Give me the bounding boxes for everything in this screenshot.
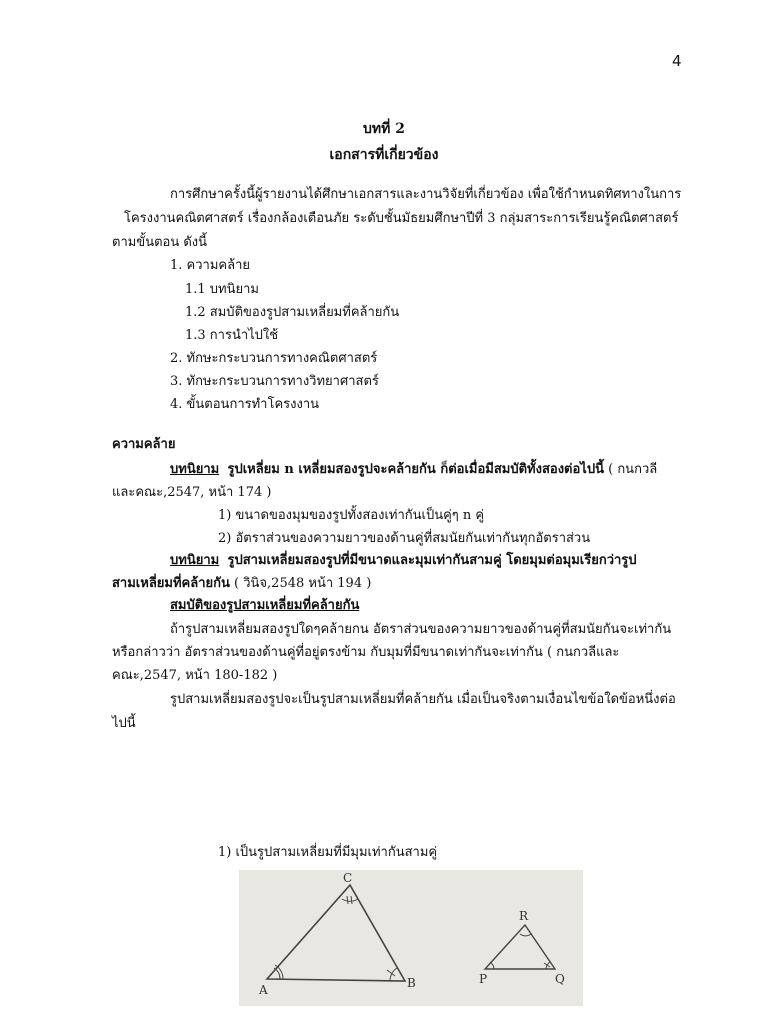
triangle-pqr — [485, 925, 555, 969]
angle-mark-a — [275, 965, 283, 979]
citation: ( วินิจ,2548 หน้า 194 ) — [234, 576, 372, 591]
angle-mark-r — [520, 934, 531, 936]
condition-1: 1) เป็นรูปสามเหลี่ยมที่มีมุมเท่ากันสามคู่ — [218, 845, 438, 860]
outline-item: 1.2 สมบัติของรูปสามเหลี่ยมที่คล้ายกัน — [185, 305, 400, 320]
triangle-abc — [267, 885, 405, 981]
definition-text: รูปสามเหลี่ยมสองรูปที่มีขนาดและมุมเท่ากันสามคู่ โดยมุมต่อมุมเรียกว่ารูป — [227, 553, 637, 568]
angle-tick-c — [351, 896, 352, 904]
property-paragraph-1-line-2: หรือกล่าวว่า อัตราส่วนของด้านคู่ที่อยู่ตรงข้าม กับมุมที่มีขนาดเท่ากันจะเท่ากัน ( กนกวลีและ — [112, 645, 620, 660]
outline-item: 4. ขั้นตอนการทำโครงงาน — [170, 397, 320, 412]
definition-text: สามเหลี่ยมที่คล้ายกัน — [112, 576, 230, 591]
similar-triangles-figure — [239, 870, 583, 1006]
property-paragraph-1-line-1: ถ้ารูปสามเหลี่ยมสองรูปใดๆคล้ายกน อัตราส่วนของความยาวของด้านคู่ที่สมนัยกันจะเท่ากัน — [170, 622, 672, 637]
outline-item: 1. ความคล้าย — [170, 258, 250, 273]
definition-2-line-2 — [112, 576, 371, 592]
property-paragraph-1-line-3: คณะ,2547, หน้า 180-182 ) — [112, 668, 278, 683]
intro-line-1: การศึกษาครั้งนี้ผู้รายงานได้ศึกษาเอกสารและงานวิจัยที่เกี่ยวข้อง เพื่อใช้กำหนดทิศทางในการ — [170, 187, 682, 202]
outline-item: 1.3 การนำไปใช้ — [185, 328, 279, 343]
label-p: P — [479, 972, 488, 986]
definition-1-item: 2) อัตราส่วนของความยาวของด้านคู่ที่สมนัยกันเท่ากันทุกอัตราส่วน — [218, 531, 591, 546]
citation: ( กนกวลี — [608, 462, 658, 477]
outline-item: 3. ทักษะกระบวนการทางวิทยาศาสตร์ — [170, 374, 379, 389]
definition-1-line-1 — [170, 462, 657, 478]
outline-item: 2. ทักษะกระบวนการทางคณิตศาสตร์ — [170, 351, 378, 366]
angle-mark-c — [342, 899, 358, 901]
page-number: 4 — [672, 52, 682, 70]
angle-mark-p — [490, 962, 494, 969]
chapter-title: บทที่ 2 — [363, 121, 405, 137]
definition-2-line-1 — [170, 553, 637, 569]
definition-1-line-2: และคณะ,2547, หน้า 174 ) — [112, 485, 272, 500]
label-c: C — [343, 871, 353, 885]
definition-1-item: 1) ขนาดของมุมของรูปทั้งสองเท่ากันเป็นคู่ๆ n คู่ — [218, 508, 485, 523]
section-heading: ความคล้าย — [112, 437, 176, 452]
definition-label: บทนิยาม — [170, 553, 220, 568]
intro-line-2: โครงงานคณิตศาสตร์ เรื่องกล้องเตือนภัย ระดับชั้นมัธยมศึกษาปีที่ 3 กลุ่มสาระการเรียนรู้คณิตศาสตร์ — [124, 211, 679, 226]
label-a: A — [259, 983, 268, 997]
property-paragraph-2-line-1: รูปสามเหลี่ยมสองรูปจะเป็นรูปสามเหลี่ยมที่คล้ายกัน เมื่อเป็นจริงตามเงื่อนไขข้อใดข้อหนึ่งต่อ — [170, 692, 676, 707]
angle-tick-c — [347, 896, 348, 904]
intro-line-3: ตามขั้นตอน ดังนี้ — [112, 235, 208, 250]
label-r: R — [519, 909, 529, 923]
property-paragraph-2-line-2: ไปนี้ — [112, 716, 136, 731]
definition-label: บทนิยาม — [170, 462, 220, 477]
outline-item: 1.1 บทนิยาม — [185, 282, 260, 297]
definition-text: รูปเหลี่ยม n เหลี่ยมสองรูปจะคล้ายกัน ก็ต่อเมื่อมีสมบัติทั้งสองต่อไปนี้ — [227, 462, 604, 477]
label-q: Q — [555, 972, 565, 986]
chapter-subtitle: เอกสารที่เกี่ยวข้อง — [329, 147, 439, 163]
similar-triangles-diagram — [239, 870, 583, 1006]
property-heading: สมบัติของรูปสามเหลี่ยมที่คล้ายกัน — [170, 598, 360, 613]
label-b: B — [407, 976, 416, 990]
